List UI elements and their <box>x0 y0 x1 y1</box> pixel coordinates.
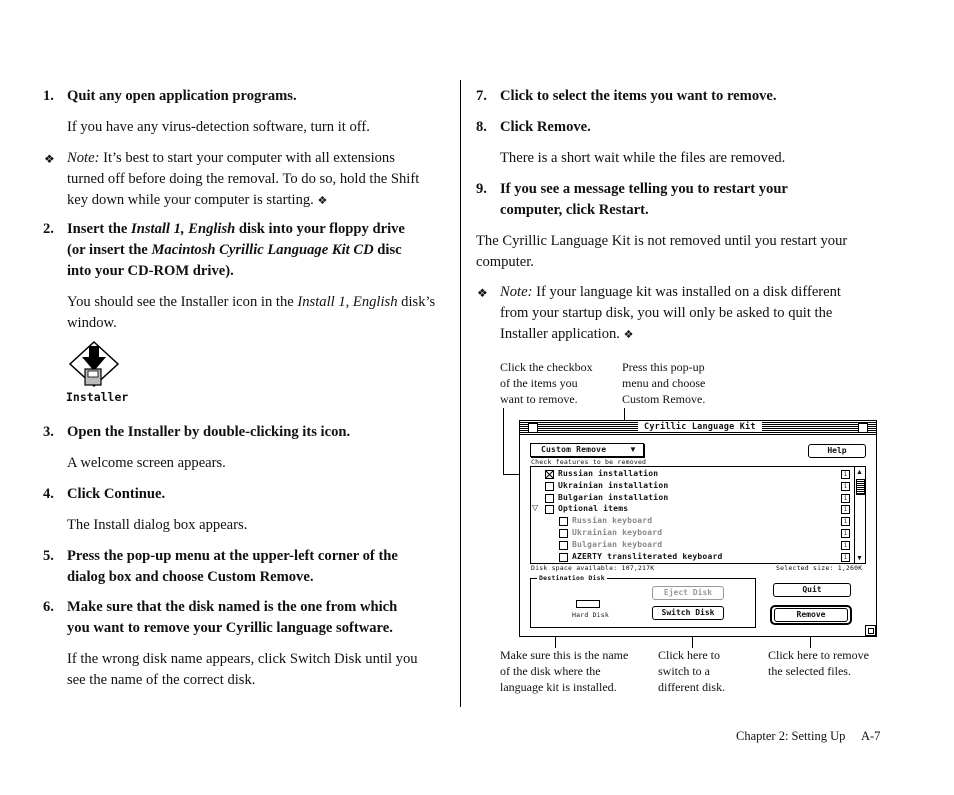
end-mark-icon: ❖ <box>623 329 634 341</box>
feature-label: Optional items <box>558 504 629 514</box>
note-label: Note: <box>500 284 533 300</box>
feature-item[interactable] <box>531 540 853 551</box>
step-number: 9. <box>476 181 487 197</box>
callout-line: the selected files. <box>768 664 851 678</box>
step-5-line1: Press the pop-up menu at the upper-left corner of the <box>67 548 398 564</box>
callout-disk <box>500 647 628 695</box>
step-2-mid: disk into your floppy drive <box>235 221 405 237</box>
step-9-line2: computer, click Restart. <box>500 202 649 218</box>
callout-line: menu and choose <box>622 376 706 390</box>
chapter-title: Chapter 2: Setting Up <box>736 729 846 743</box>
feature-label: Russian keyboard <box>572 516 653 526</box>
callout-remove <box>768 647 869 679</box>
feature-item[interactable] <box>531 493 853 504</box>
installer-icon[interactable] <box>66 340 129 406</box>
zoom-box-icon[interactable] <box>858 423 868 433</box>
step-2-line2-pre: (or insert the <box>67 242 152 258</box>
destination-disk-group <box>530 574 756 628</box>
step-7-text: Click to select the items you want to remove. <box>500 88 777 104</box>
callout-line: switch to a <box>658 664 710 678</box>
callout-line: different disk. <box>658 680 726 694</box>
step-2-body-line2: window. <box>67 315 117 331</box>
end-mark-icon: ❖ <box>317 195 328 207</box>
scroll-thumb[interactable] <box>856 479 865 495</box>
installer-glyph-icon <box>66 340 126 390</box>
step-6-line1: Make sure that the disk named is the one from which <box>67 599 398 615</box>
callout-checkbox <box>500 359 593 407</box>
info-icon[interactable]: i <box>841 505 850 514</box>
note-1-line2: turned off before doing the removal. To do so, hold the Shift <box>67 171 420 187</box>
step-5-text <box>67 546 398 588</box>
step-number: 5. <box>43 548 54 564</box>
feature-label: Bulgarian installation <box>558 492 669 502</box>
feature-item[interactable] <box>531 469 853 480</box>
grow-box-icon[interactable] <box>865 625 876 636</box>
note-1 <box>67 148 419 212</box>
step-1-text: Quit any open application programs. <box>67 88 297 104</box>
step-6-line2: you want to remove your Cyrillic language software. <box>67 620 393 636</box>
feature-checkbox[interactable] <box>545 494 554 503</box>
callout-switch <box>658 647 725 695</box>
scrollbar[interactable] <box>854 467 865 563</box>
default-button-ring <box>770 605 852 625</box>
info-icon[interactable]: i <box>841 541 850 550</box>
disclosure-triangle-icon[interactable]: ▽ <box>532 503 539 513</box>
paragraph-restart <box>476 231 847 273</box>
window-title: Cyrillic Language Kit <box>638 422 762 432</box>
step-2-body-pre: You should see the Installer icon in the <box>67 294 298 310</box>
scroll-down-icon[interactable]: ▼ <box>856 554 863 562</box>
step-9-line1: If you see a message telling you to restart your <box>500 181 788 197</box>
step-6-body-line1: If the wrong disk name appears, click Switch Disk until you <box>67 651 418 667</box>
disk-name: Hard Disk <box>572 611 610 619</box>
feature-item[interactable] <box>531 516 853 527</box>
callout-line: want to remove. <box>500 392 578 406</box>
callout-popup <box>622 359 705 407</box>
step-4-body: The Install dialog box appears. <box>67 517 248 533</box>
popup-arrow-icon: ▼ <box>629 445 637 454</box>
feature-label: Ukrainian keyboard <box>572 528 663 537</box>
step-5-line2: dialog box and choose Custom Remove. <box>67 569 314 585</box>
feature-item[interactable] <box>531 552 853 563</box>
step-2-italic2: Macintosh Cyrillic Language Kit CD <box>151 242 374 258</box>
step-number: 7. <box>476 88 487 104</box>
step-6-body <box>67 649 418 691</box>
feature-checkbox[interactable] <box>545 470 554 479</box>
feature-item[interactable] <box>531 504 853 515</box>
feature-checkbox[interactable] <box>559 517 568 526</box>
step-6-body-line2: see the name of the correct disk. <box>67 672 256 688</box>
callout-line: of the disk where the <box>500 664 601 678</box>
bullet-icon: ❖ <box>477 286 488 300</box>
bullet-icon: ❖ <box>44 152 55 166</box>
info-icon[interactable]: i <box>841 494 850 503</box>
page-number: A-7 <box>860 729 881 743</box>
callout-line: Press this pop-up <box>622 360 705 374</box>
step-2-pre: Insert the <box>67 221 132 237</box>
column-divider <box>460 80 461 707</box>
feature-item[interactable] <box>531 481 853 492</box>
feature-label: Russian installation <box>558 469 659 478</box>
step-number: 6. <box>43 599 54 615</box>
feature-label: AZERTY transliterated keyboard <box>572 551 723 561</box>
note-2-line3: Installer application. <box>500 326 620 342</box>
feature-label: Bulgarian keyboard <box>572 539 663 549</box>
step-2-italic1: Install 1, English <box>131 221 236 237</box>
step-number: 3. <box>43 424 54 440</box>
title-bar[interactable] <box>520 421 876 435</box>
step-2-line2-post: disc <box>373 242 402 258</box>
step-1-body: If you have any virus-detection software, turn it off. <box>67 119 370 135</box>
info-icon[interactable]: i <box>841 482 850 491</box>
callout-line: of the items you <box>500 376 578 390</box>
scroll-up-icon[interactable]: ▲ <box>856 468 863 476</box>
step-8-text: Click Remove. <box>500 119 591 135</box>
step-9-text <box>500 179 788 221</box>
info-icon[interactable]: i <box>841 553 850 562</box>
step-2-line3: into your CD-ROM drive). <box>67 263 234 279</box>
paragraph-line2: computer. <box>476 254 534 270</box>
step-6-text <box>67 597 397 639</box>
step-2-body-post: disk’s <box>397 294 436 310</box>
callout-line: Custom Remove. <box>622 392 706 406</box>
callout-line: Click the checkbox <box>500 360 593 374</box>
step-8-body: There is a short wait while the files are removed. <box>500 150 786 166</box>
note-2-line2: from your startup disk, you will only be asked to quit the <box>500 305 833 321</box>
quit-button[interactable]: Quit <box>773 583 851 597</box>
step-2-body <box>67 292 435 334</box>
paragraph-line1: The Cyrillic Language Kit is not removed until you restart your <box>476 233 848 249</box>
step-number: 2. <box>43 221 54 237</box>
feature-checkbox[interactable] <box>545 482 554 491</box>
note-2 <box>500 282 841 346</box>
feature-checkbox[interactable] <box>559 529 568 538</box>
feature-checkbox[interactable] <box>545 505 554 514</box>
remove-button[interactable]: Remove <box>774 608 848 622</box>
hard-disk-icon <box>576 600 600 608</box>
mode-popup-menu[interactable] <box>530 443 644 457</box>
step-4-text: Click Continue. <box>67 486 166 502</box>
feature-item[interactable] <box>531 528 853 539</box>
step-3-text: Open the Installer by double-clicking its icon. <box>67 424 351 440</box>
destination-label: Destination Disk <box>539 574 605 582</box>
step-2-text <box>67 219 405 282</box>
info-icon[interactable]: i <box>841 470 850 479</box>
info-icon[interactable]: i <box>841 517 850 526</box>
disk-space-available: Disk space available: 107,217K <box>531 564 655 572</box>
eject-disk-button[interactable]: Eject Disk <box>652 586 724 600</box>
note-1-line1: It’s best to start your computer with all extensions <box>99 150 395 166</box>
step-2-body-italic: Install 1, English <box>297 294 398 310</box>
callout-line: language kit is installed. <box>500 680 617 694</box>
list-header: Check features to be removed <box>531 458 647 466</box>
callout-line: Click here to <box>658 648 720 662</box>
features-list <box>530 466 866 564</box>
callout-line: Click here to remove <box>768 648 869 662</box>
info-icon[interactable]: i <box>841 529 850 538</box>
installer-window <box>519 420 877 637</box>
step-3-body: A welcome screen appears. <box>67 455 226 471</box>
leader-line <box>503 408 504 475</box>
note-1-line3: key down while your computer is starting. <box>67 192 314 208</box>
feature-checkbox[interactable] <box>559 541 568 550</box>
selected-size: Selected size: 1,260K <box>776 564 863 572</box>
page-footer <box>736 729 880 744</box>
close-box-icon[interactable] <box>528 423 538 433</box>
step-number: 8. <box>476 119 487 135</box>
feature-checkbox[interactable] <box>559 553 568 562</box>
callout-line: Make sure this is the name <box>500 648 629 662</box>
feature-label: Ukrainian installation <box>558 480 669 490</box>
step-number: 1. <box>43 88 54 104</box>
note-2-line1: If your language kit was installed on a disk different <box>532 284 841 300</box>
switch-disk-button[interactable]: Switch Disk <box>652 606 724 620</box>
help-button[interactable]: Help <box>808 444 866 458</box>
note-label: Note: <box>67 150 100 166</box>
step-number: 4. <box>43 486 54 502</box>
installer-label: Installer <box>66 390 129 404</box>
popup-value: Custom Remove <box>541 445 607 454</box>
